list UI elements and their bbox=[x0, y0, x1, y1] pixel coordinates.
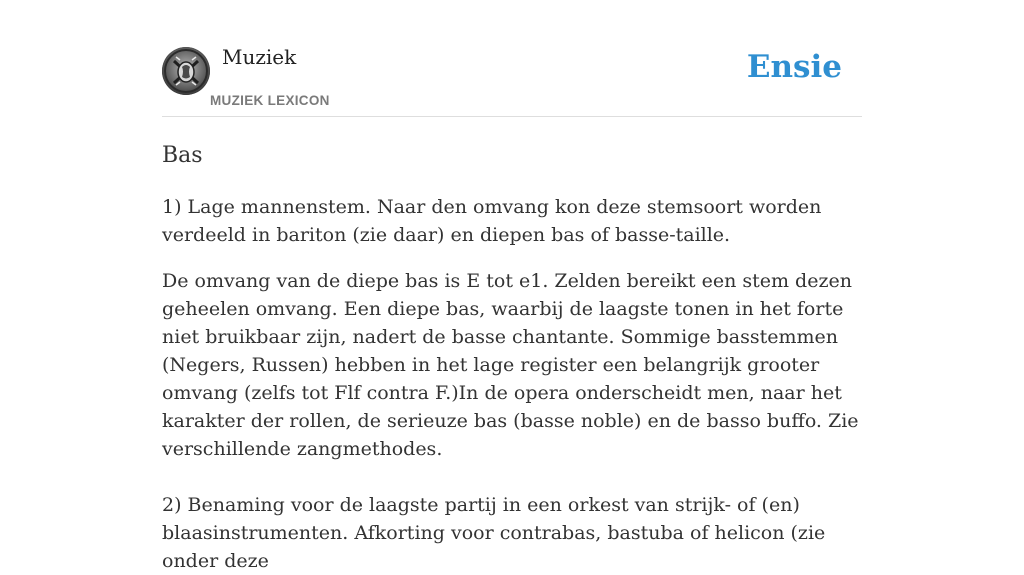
article-title: Bas bbox=[162, 143, 203, 168]
crest-logo-icon bbox=[162, 47, 210, 95]
site-avatar[interactable] bbox=[162, 47, 210, 95]
brand-logo[interactable]: Ensie bbox=[746, 49, 842, 85]
header bbox=[162, 0, 862, 117]
article-paragraph-2: De omvang van de diepe bas is E tot e1. Zelden bereikt een stem dezen geheelen omvang. Een diepe bas, waarbij de laagste tonen in het forte niet bruikbaar zijn, nadert de basse chantante. Sommige basstemmen (Negers, Russen) hebben in het lage register een belangrijk grooter omvang (zelfs tot Flf contra F.)In de opera onderscheidt men, naar het karakter der rollen, de serieuze bas (basse noble) en de basso buffo. Zie verschillende zangmethodes. bbox=[162, 270, 859, 460]
article-paragraph-3: 2) Benaming voor de laagste partij in een orkest van strijk- of (en) blaasinstrumenten. Afkorting voor contrabas, bastuba of helicon (zie onder deze bbox=[162, 494, 826, 572]
site-name-link[interactable]: Muziek bbox=[222, 45, 297, 69]
content bbox=[162, 0, 862, 575]
article-paragraph-1: 1) Lage mannenstem. Naar den omvang kon deze stemsoort worden verdeeld in bariton (zie daar) en diepen bas of basse-taille. bbox=[162, 196, 822, 246]
site-subtitle-link[interactable]: MUZIEK LEXICON bbox=[210, 93, 330, 108]
